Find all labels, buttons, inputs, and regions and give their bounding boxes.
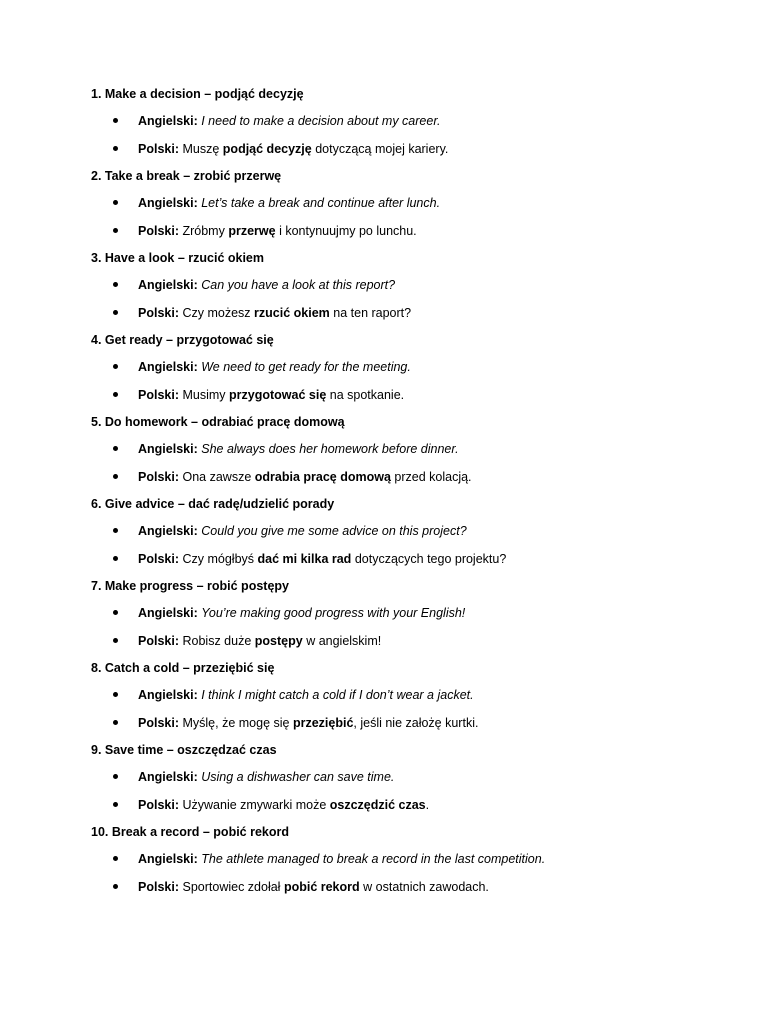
polish-sentence-end: na spotkanie. [329, 387, 405, 402]
polish-label: Polski: [138, 141, 179, 156]
polish-label: Polski: [138, 879, 179, 894]
phrase-entry [91, 495, 708, 577]
bullet-icon [113, 856, 118, 861]
polish-sentence-end: dotyczącą mojej kariery. [315, 141, 449, 156]
bullet-icon [113, 446, 118, 451]
polish-sentence-start: Muszę [182, 141, 220, 156]
english-label: Angielski: [138, 852, 198, 866]
polish-example [91, 386, 708, 414]
polish-label: Polski: [138, 469, 179, 484]
phrase-entry [91, 85, 708, 167]
polish-phrase-highlight: przerwę [228, 223, 276, 238]
example-list [91, 850, 708, 905]
phrase-entry [91, 577, 708, 659]
bullet-icon [113, 200, 118, 205]
english-label: Angielski: [138, 770, 198, 784]
english-example [91, 686, 708, 714]
bullet-icon [113, 884, 118, 889]
polish-sentence-end: na ten raport? [333, 305, 412, 320]
polish-sentence-start: Robisz duże [182, 633, 252, 648]
phrase-heading: 5. Do homework – odrabiać pracę domową [91, 415, 345, 429]
polish-sentence-end: . [425, 797, 430, 812]
polish-phrase-highlight: przeziębić [292, 715, 354, 730]
polish-phrase-highlight: dać mi kilka rad [257, 551, 352, 566]
polish-label: Polski: [138, 797, 179, 812]
english-sentence: Could you give me some advice on this project? [201, 524, 467, 538]
polish-phrase-highlight: pobić rekord [283, 879, 360, 894]
polish-label: Polski: [138, 305, 179, 320]
bullet-icon [113, 392, 118, 397]
polish-example [91, 140, 708, 168]
english-example [91, 112, 708, 140]
polish-sentence-end: , jeśli nie założę kurtki. [353, 715, 479, 730]
bullet-icon [113, 720, 118, 725]
phrase-entry [91, 331, 708, 413]
english-example [91, 522, 708, 550]
polish-phrase-highlight: odrabia pracę domową [254, 469, 391, 484]
english-sentence: We need to get ready for the meeting. [201, 360, 411, 374]
bullet-icon [113, 774, 118, 779]
polish-example [91, 550, 708, 578]
polish-phrase-highlight: rzucić okiem [254, 305, 330, 320]
phrase-heading: 7. Make progress – robić postępy [91, 579, 289, 593]
english-label: Angielski: [138, 360, 198, 374]
bullet-icon [113, 556, 118, 561]
phrase-heading: 8. Catch a cold – przeziębić się [91, 661, 275, 675]
english-sentence: Using a dishwasher can save time. [201, 770, 395, 784]
english-label: Angielski: [138, 196, 198, 210]
english-label: Angielski: [138, 688, 198, 702]
phrase-heading: 9. Save time – oszczędzać czas [91, 743, 277, 757]
polish-sentence-start: Czy mógłbyś [182, 551, 255, 566]
english-label: Angielski: [138, 442, 198, 456]
bullet-icon [113, 802, 118, 807]
polish-sentence-start: Czy możesz [182, 305, 251, 320]
english-example [91, 604, 708, 632]
polish-sentence-start: Zróbmy [182, 223, 225, 238]
polish-sentence-end: przed kolacją. [394, 469, 472, 484]
phrase-entry [91, 167, 708, 249]
phrase-heading: 4. Get ready – przygotować się [91, 333, 274, 347]
english-sentence: The athlete managed to break a record in the last competition. [201, 852, 546, 866]
example-list [91, 276, 708, 331]
english-label: Angielski: [138, 114, 198, 128]
polish-phrase-highlight: postępy [254, 633, 303, 648]
phrase-heading: 2. Take a break – zrobić przerwę [91, 169, 282, 183]
example-list [91, 112, 708, 167]
english-example [91, 850, 708, 878]
polish-label: Polski: [138, 551, 179, 566]
example-list [91, 358, 708, 413]
bullet-icon [113, 118, 118, 123]
example-list [91, 440, 708, 495]
english-label: Angielski: [138, 606, 198, 620]
bullet-icon [113, 528, 118, 533]
polish-label: Polski: [138, 633, 179, 648]
bullet-icon [113, 474, 118, 479]
polish-label: Polski: [138, 223, 179, 238]
bullet-icon [113, 364, 118, 369]
english-sentence: I need to make a decision about my career. [201, 114, 441, 128]
polish-example [91, 796, 708, 824]
bullet-icon [113, 146, 118, 151]
english-sentence: She always does her homework before dinner. [201, 442, 459, 456]
english-example [91, 358, 708, 386]
bullet-icon [113, 228, 118, 233]
polish-example [91, 632, 708, 660]
phrase-entry [91, 413, 708, 495]
bullet-icon [113, 638, 118, 643]
example-list [91, 522, 708, 577]
english-example [91, 440, 708, 468]
example-list [91, 604, 708, 659]
phrase-entry [91, 823, 708, 905]
polish-phrase-highlight: oszczędzić czas [329, 797, 426, 812]
polish-sentence-start: Używanie zmywarki może [182, 797, 327, 812]
english-sentence: Can you have a look at this report? [201, 278, 396, 292]
polish-label: Polski: [138, 715, 179, 730]
english-example [91, 768, 708, 796]
english-example [91, 194, 708, 222]
phrase-entry [91, 741, 708, 823]
phrase-heading: 1. Make a decision – podjąć decyzję [91, 87, 304, 101]
polish-example [91, 714, 708, 742]
bullet-icon [113, 282, 118, 287]
polish-phrase-highlight: podjąć decyzję [222, 141, 312, 156]
phrase-heading: 10. Break a record – pobić rekord [91, 825, 290, 839]
polish-label: Polski: [138, 387, 179, 402]
polish-sentence-start: Ona zawsze [182, 469, 252, 484]
polish-sentence-end: w angielskim! [306, 633, 382, 648]
english-label: Angielski: [138, 524, 198, 538]
english-sentence: Let’s take a break and continue after lunch. [201, 196, 441, 210]
phrase-heading: 3. Have a look – rzucić okiem [91, 251, 264, 265]
example-list [91, 768, 708, 823]
english-example [91, 276, 708, 304]
polish-phrase-highlight: przygotować się [229, 387, 327, 402]
phrase-heading: 6. Give advice – dać radę/udzielić porady [91, 497, 335, 511]
bullet-icon [113, 610, 118, 615]
polish-example [91, 878, 708, 906]
polish-sentence-start: Sportowiec zdołał [182, 879, 281, 894]
polish-example [91, 304, 708, 332]
polish-sentence-start: Myślę, że mogę się [182, 715, 290, 730]
polish-example [91, 468, 708, 496]
bullet-icon [113, 692, 118, 697]
polish-sentence-end: w ostatnich zawodach. [363, 879, 489, 894]
phrase-entry [91, 249, 708, 331]
english-sentence: You’re making good progress with your English! [201, 606, 466, 620]
polish-sentence-start: Musimy [182, 387, 226, 402]
polish-sentence-end: i kontynuujmy po lunchu. [279, 223, 417, 238]
english-sentence: I think I might catch a cold if I don’t wear a jacket. [201, 688, 474, 702]
example-list [91, 194, 708, 249]
polish-example [91, 222, 708, 250]
english-label: Angielski: [138, 278, 198, 292]
bullet-icon [113, 310, 118, 315]
polish-sentence-end: dotyczących tego projektu? [354, 551, 507, 566]
example-list [91, 686, 708, 741]
phrase-entry [91, 659, 708, 741]
phrase-list [91, 85, 708, 905]
